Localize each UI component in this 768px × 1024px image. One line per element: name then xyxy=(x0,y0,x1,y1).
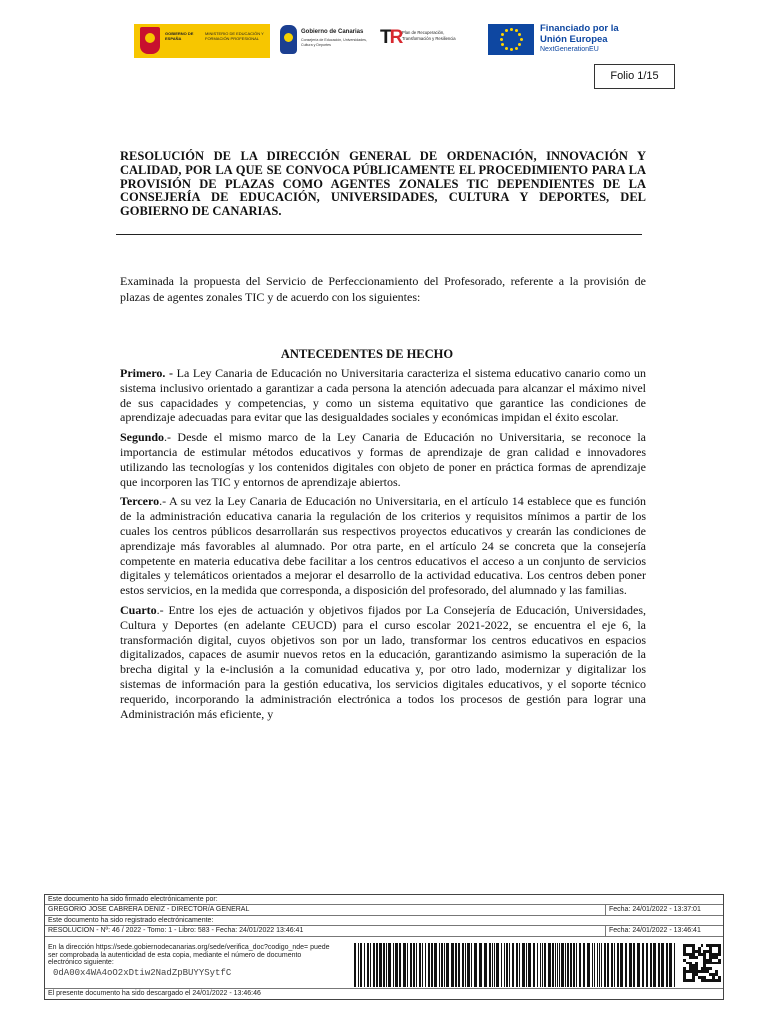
consejeria-name: Consejería de Educación, Universidades, Cultura y Deportes xyxy=(301,38,367,47)
paragraph-tercero xyxy=(120,494,646,598)
barcode-bar xyxy=(642,943,644,987)
barcode-bar xyxy=(573,943,575,987)
gobierno-canarias-name: Gobierno de Canarias xyxy=(301,29,364,35)
barcode-bar xyxy=(428,943,430,987)
barcode-bar xyxy=(373,943,375,987)
eu-star-icon xyxy=(520,38,523,41)
ministry-name: MINISTERIO DE EDUCACIÓN Y FORMACIÓN PROFESIONAL xyxy=(205,31,264,41)
registry-entry: RESOLUCION - Nº: 46 / 2022 - Tomo: 1 - Libro: 583 - Fecha: 24/01/2022 13:46:41 xyxy=(48,927,304,934)
barcode-bar xyxy=(629,943,632,987)
eu-funded-text: Financiado por la Unión Europea xyxy=(540,23,619,45)
barcode-bar xyxy=(528,943,531,987)
barcode-bar xyxy=(522,943,525,987)
barcode-bar xyxy=(474,943,477,987)
barcode-bar xyxy=(592,943,593,987)
barcode-bar xyxy=(410,943,412,987)
barcode-bar xyxy=(599,943,600,987)
barcode-bar xyxy=(607,943,609,987)
barcode-bar xyxy=(653,943,656,987)
prtr-mark-icon: TR xyxy=(380,27,402,48)
download-note: El presente documento ha sido descargado el 24/01/2022 - 13:46:46 xyxy=(45,988,723,997)
folio-box: Folio 1/15 xyxy=(594,64,675,89)
barcode-bar xyxy=(451,943,454,987)
eu-flag-icon xyxy=(488,24,534,55)
barcode-bar xyxy=(509,943,510,987)
barcode-bar xyxy=(567,943,569,987)
barcode-bar xyxy=(431,943,433,987)
barcode-bar xyxy=(617,943,619,987)
barcode-bar xyxy=(658,943,660,987)
barcode-bar xyxy=(579,943,581,987)
barcode-bar xyxy=(506,943,508,987)
eu-star-icon xyxy=(500,38,503,41)
prtr-text: Plan de Recuperación, Transformación y Resiliencia xyxy=(402,30,456,41)
barcode-bar xyxy=(455,943,457,987)
barcode-bar xyxy=(650,943,652,987)
section-heading: ANTECEDENTES DE HECHO xyxy=(280,347,454,361)
paragraph-cuarto xyxy=(120,603,646,721)
barcode-bar xyxy=(561,943,564,987)
barcode-bar xyxy=(669,943,672,987)
barcode-bar xyxy=(559,943,560,987)
barcode-bar xyxy=(358,943,359,987)
eu-star-icon xyxy=(518,33,521,36)
barcode-bar xyxy=(620,943,623,987)
eu-funding-logo xyxy=(488,24,636,58)
verification-text: En la dirección https://sede.gobiernodecanarias.org/sede/verifica_doc?codigo_nde= puede ser comprobada la autenticidad de esta copia, mediante el número de documento electrónico siguiente: xyxy=(48,944,330,967)
barcode-bar xyxy=(458,943,460,987)
paragraph-text: .- Entre los ejes de actuación y objetivos fijados por La Consejería de Educación, Universidades, Cultura y Deportes (en adelante CEUCD) para el curso escolar 2021-2022, se encuentra el eje 6, la transformación digital, cuyos objetivos son por un lado, transformar los centros educativos en espacios digitalizados, capaces de asumir nuevos retos en la educación, garantizando asimismo la superación de la brecha digital y la e-inclusión a la comunidad educativa y, por otro lado, modernizar y digitalizar los sistemas de información para la gestión educativa, los servicios digitales educativos, y el soporte técnico requerido, incorporando la administración electrónica a todos los procesos de gestión para lograr una Administración más eficiente, y xyxy=(120,602,646,721)
eu-star-icon xyxy=(505,29,508,32)
signature-validation-box xyxy=(44,894,724,1000)
barcode-bar xyxy=(393,943,394,987)
intro-paragraph: Examinada la propuesta del Servicio de Perfeccionamiento del Profesorado, referente a la provisión de plazas de agentes zonales TIC y de acuerdo con los siguientes: xyxy=(120,274,646,304)
eu-star-icon xyxy=(510,48,513,51)
canarias-shield-icon xyxy=(280,25,297,54)
barcode-bar xyxy=(501,943,502,987)
barcode-bar xyxy=(542,943,543,987)
signer-date: Fecha: 24/01/2022 - 13:37:01 xyxy=(605,905,723,915)
paragraph-lead: Segundo xyxy=(120,430,165,445)
gobierno-canarias-logo xyxy=(280,24,368,58)
barcode-bar xyxy=(633,943,635,987)
barcode-bar xyxy=(646,943,648,987)
barcode-bar xyxy=(370,943,371,987)
barcode-bar xyxy=(637,943,640,987)
barcode-bar xyxy=(413,943,415,987)
barcode-bar xyxy=(471,943,472,987)
eu-star-icon xyxy=(518,43,521,46)
barcode-bar xyxy=(419,943,421,987)
verification-code: 0dA00x4WA4oO2xDtiw2NadZpBUYYSytfC xyxy=(53,968,232,978)
barcode-bar xyxy=(555,943,556,987)
barcode-bar xyxy=(484,943,487,987)
eu-star-icon xyxy=(510,28,513,31)
barcode-bar xyxy=(367,943,369,987)
barcode-bar xyxy=(407,943,408,987)
barcode-bar xyxy=(422,943,423,987)
barcode-bar xyxy=(388,943,391,987)
barcode-bar xyxy=(376,943,378,987)
paragraph-segundo xyxy=(120,430,646,489)
registry-date: Fecha: 24/01/2022 - 13:46:41 xyxy=(605,926,723,936)
barcode-bar xyxy=(425,943,426,987)
barcode-bar xyxy=(625,943,627,987)
signed-label: Este documento ha sido firmado electrónicamente por: xyxy=(48,896,218,903)
barcode-bar xyxy=(557,943,558,987)
barcode-bar xyxy=(496,943,499,987)
paragraph-text: .- A su vez la Ley Canaria de Educación no Universitaria, en el artículo 14 establece que es función de la administración educativa canaria la regulación de los criterios y requisitos mínimos a partir de los cuales los centros públicos desarrollarán sus respectivos proyectos educativos y crearán las condiciones de aprendizaje más favorables al alumnado. Por otra parte, en el artículo 24 se concreta que la consejería competente en materia educativa debe facilitar a los centros educativos el acceso a un conjunto de servicios digitales y telemáticos orientados a mejorar el desarrollo de la actividad educativa. Los centros deben poner estos servicios, en la medida que corresponda, a disposición del profesorado, del alumnado y las familias. xyxy=(120,494,646,598)
document-title: RESOLUCIÓN DE LA DIRECCIÓN GENERAL DE ORDENACIÓN, INNOVACIÓN Y CALIDAD, POR LA QUE SE CONVOCA PÚBLICAMENTE EL PROCEDIMIENTO PARA LA PROVISIÓN DE PLAZAS COMO AGENTES ZONALES TIC DEPENDIENTES DE LA CONSEJERÍA DE EDUCACIÓN, UNIVERSIDADES, CULTURA Y DEPORTES, DEL GOBIERNO DE CANARIAS. xyxy=(120,149,646,219)
barcode-bar xyxy=(516,943,518,987)
barcode-bar xyxy=(540,943,541,987)
eu-star-icon xyxy=(501,43,504,46)
paragraph-lead: Primero. - xyxy=(120,366,174,380)
barcode-bar xyxy=(611,943,613,987)
barcode-bar xyxy=(379,943,382,987)
eu-star-icon xyxy=(515,47,518,50)
barcode-bar xyxy=(661,943,664,987)
eu-program-text: NextGenerationEU xyxy=(540,46,599,53)
barcode-bar xyxy=(576,943,577,987)
barcode-bar xyxy=(544,943,546,987)
barcode-bar xyxy=(446,943,449,987)
title-divider xyxy=(116,234,642,235)
barcode-bar xyxy=(462,943,464,987)
barcode-bar xyxy=(467,943,470,987)
barcode-bar xyxy=(537,943,538,987)
barcode-bar xyxy=(354,943,356,987)
barcode-bar xyxy=(614,943,615,987)
barcode-bar xyxy=(444,943,445,987)
barcode-bar xyxy=(416,943,417,987)
registry-row xyxy=(45,926,723,937)
registered-label: Este documento ha sido registrado electrónicamente: xyxy=(48,917,214,924)
barcode-bar xyxy=(526,943,527,987)
barcode-bar xyxy=(604,943,606,987)
barcode-bar xyxy=(434,943,437,987)
barcode-bar xyxy=(441,943,443,987)
document-barcode xyxy=(354,943,722,987)
qr-module xyxy=(718,979,721,982)
barcode-bar xyxy=(479,943,482,987)
barcode-bar xyxy=(587,943,590,987)
barcode-bar xyxy=(504,943,505,987)
barcode-bar xyxy=(492,943,493,987)
verification-qr-code xyxy=(683,944,721,982)
barcode-bar xyxy=(364,943,365,987)
eu-star-icon xyxy=(515,29,518,32)
gobierno-espana-name: GOBIERNO DE ESPAÑA xyxy=(165,31,194,41)
eu-star-icon xyxy=(505,47,508,50)
signer-name: GREGORIO JOSE CABRERA DENIZ - DIRECTOR/A GENERAL xyxy=(48,906,250,913)
paragraph-lead: Tercero xyxy=(120,494,160,509)
barcode-bar xyxy=(570,943,572,987)
spain-coat-of-arms-icon xyxy=(140,27,160,54)
signer-row xyxy=(45,905,723,916)
barcode-bar xyxy=(533,943,535,987)
barcode-bar xyxy=(386,943,387,987)
barcode-bar xyxy=(548,943,551,987)
barcode-bar xyxy=(494,943,495,987)
barcode-bar xyxy=(552,943,554,987)
barcode-bar xyxy=(395,943,398,987)
barcode-bar xyxy=(666,943,668,987)
antecedentes-body xyxy=(120,366,646,726)
signed-label-row xyxy=(45,895,723,905)
header-logos xyxy=(134,24,634,60)
barcode-bar xyxy=(674,943,675,987)
prtr-logo xyxy=(380,24,472,58)
barcode-bar xyxy=(583,943,585,987)
gobierno-espana-logo xyxy=(134,24,270,58)
barcode-bar xyxy=(403,943,406,987)
barcode-bar xyxy=(565,943,566,987)
paragraph-text: La Ley Canaria de Educación no Universitaria caracteriza el sistema educativo canario como un sistema inclusivo orientado a garantizar a cada persona la atención adecuada para alcanzar el máximo nivel de sus capacidades y competencias, y como un sistema equitativo que garantice las condiciones de aprendizaje adecuadas para evitar que las desigualdades sociales y económicas impidan el éxito escolar. xyxy=(120,366,646,425)
barcode-bar xyxy=(512,943,514,987)
barcode-bar xyxy=(601,943,602,987)
registered-label-row xyxy=(45,916,723,926)
paragraph-text: .- Desde el mismo marco de la Ley Canaria de Educación no Universitaria, se reconoce la importancia de estimular métodos educativos y formas de aprendizaje de gran calidad e innovadores utilizando las tecnologías y los contenidos digitales con objeto de poner en práctica formas de aprendizaje que incorporen las TIC y entornos de aprendizaje abiertos. xyxy=(120,430,646,489)
barcode-bar xyxy=(399,943,401,987)
barcode-bar xyxy=(489,943,491,987)
barcode-bar xyxy=(360,943,362,987)
barcode-bar xyxy=(597,943,598,987)
paragraph-lead: Cuarto xyxy=(120,602,157,617)
barcode-bar xyxy=(519,943,520,987)
barcode-bar xyxy=(465,943,466,987)
barcode-bar xyxy=(439,943,440,987)
barcode-bar xyxy=(383,943,385,987)
eu-star-icon xyxy=(501,33,504,36)
barcode-bar xyxy=(594,943,595,987)
paragraph-primero xyxy=(120,366,646,425)
